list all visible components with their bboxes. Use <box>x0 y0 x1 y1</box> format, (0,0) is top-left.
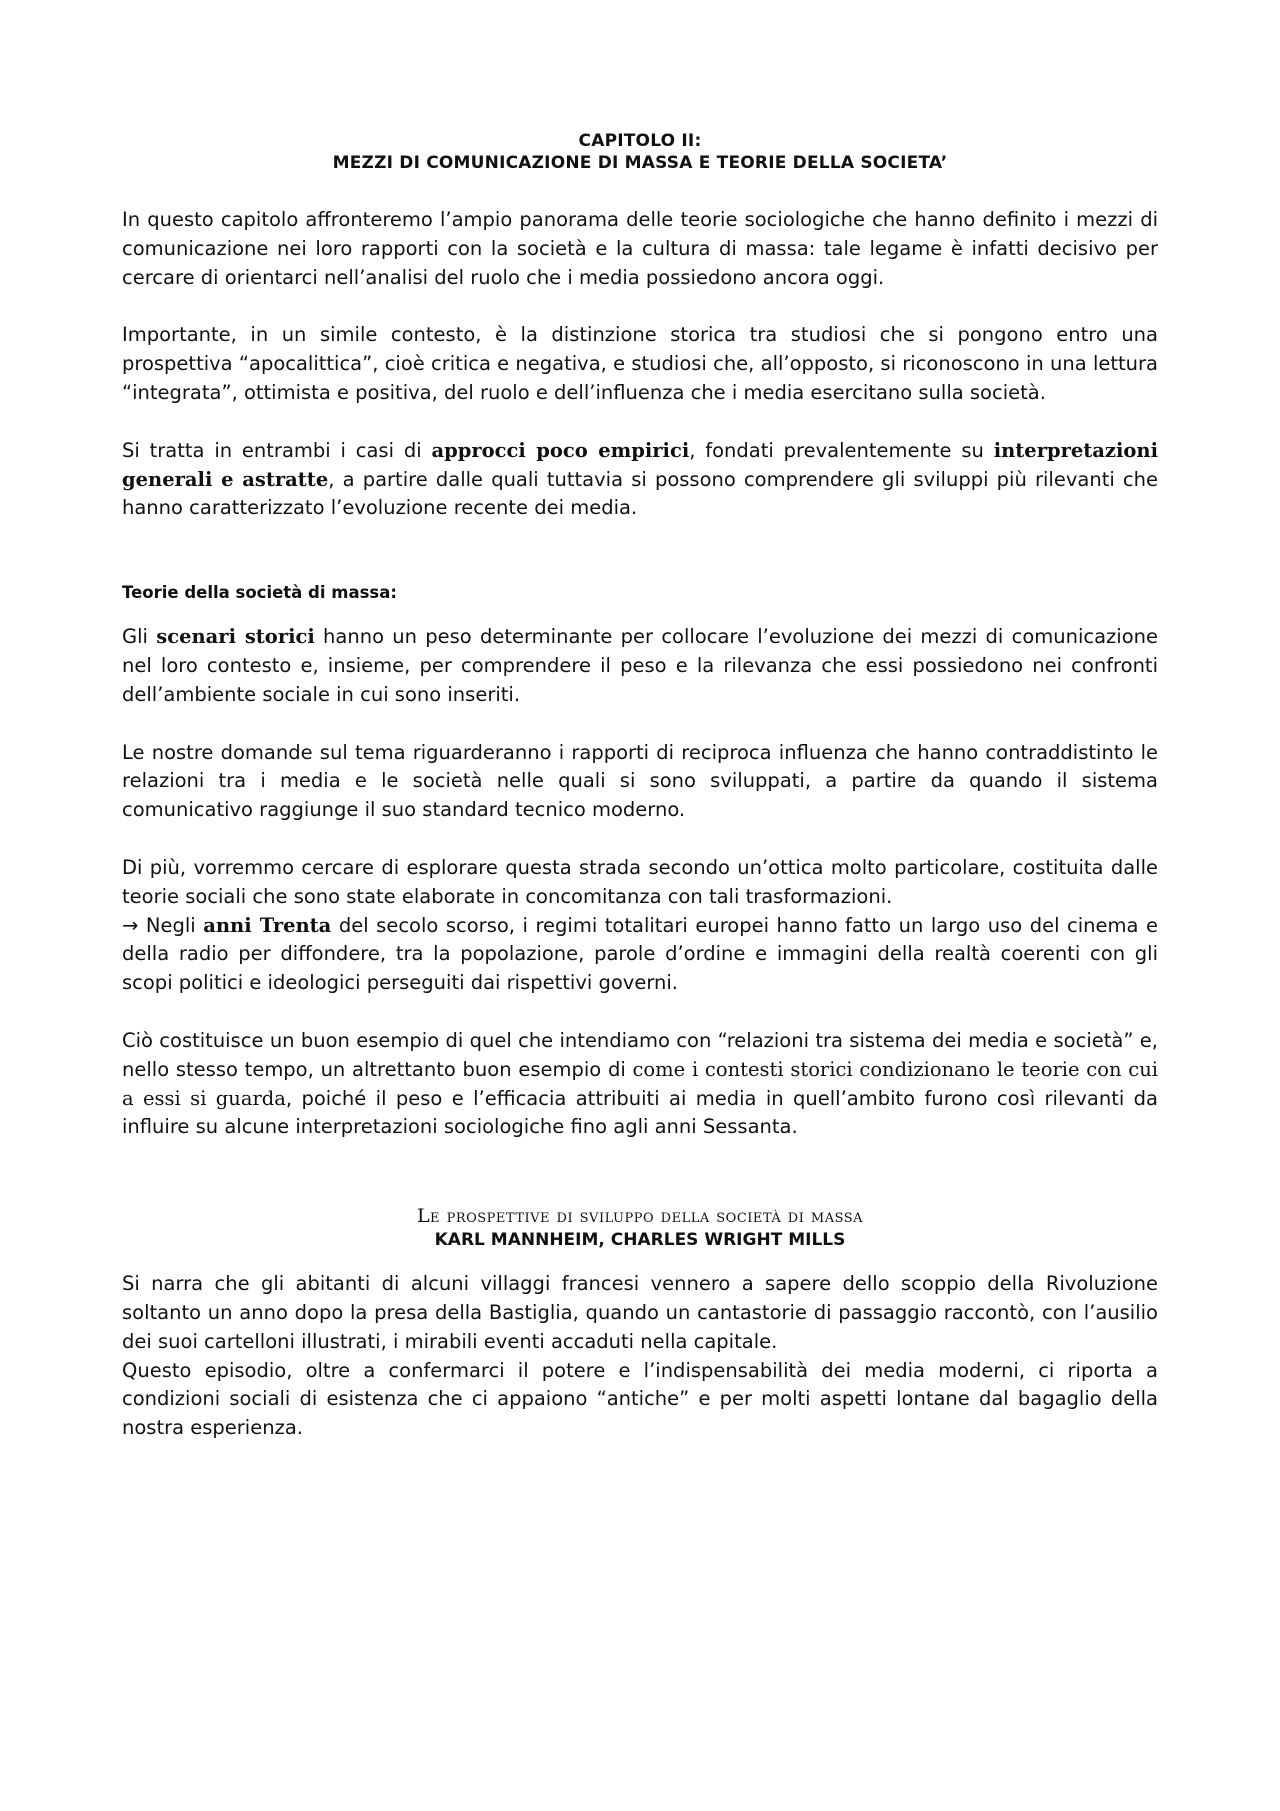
section1-paragraph-4 <box>122 912 1158 998</box>
section1-paragraph-2: Le nostre domande sul tema riguarderanno i rapporti di reciproca influenza che hanno contraddistinto le relazioni tra i media e le società nelle quali si sono sviluppati, a partire da quando il sistema comunicativo raggiunge il suo standard tecnico moderno. <box>122 740 1158 822</box>
s1-p1-text-a: Gli <box>122 625 157 649</box>
section1-paragraph-5 <box>122 1027 1158 1142</box>
intro-paragraph-1: In questo capitolo affronteremo l’ampio panorama delle teorie sociologiche che hanno definito i mezzi di comunicazione nei loro rapporti con la società e la cultura di massa: tale legame è infatti decisivo per cercare di orientarci nell’analisi del ruolo che i media possiedono ancora oggi. <box>122 208 1158 289</box>
chapter-subtitle: MEZZI DI COMUNICAZIONE DI MASSA E TEORIE DELLA SOCIETA’ <box>332 153 948 173</box>
intro-p3-text-b: , fondati prevalentemente su <box>689 438 994 462</box>
subsection-title: Le prospettive di sviluppo della società di massa <box>416 1205 864 1228</box>
s1-p4-text-b: del secolo scorso, i regimi totalitari europei hanno fatto un largo uso del cinema e della radio per diffondere, tra la popolazione, parole d’ordine e immagini della realtà coerenti con gli scopi politici e ideologici perseguiti dai rispettivi governi. <box>122 913 1159 995</box>
subsection-title-block <box>122 1204 1158 1252</box>
document-page <box>122 130 1158 1472</box>
chapter-title <box>122 130 1158 174</box>
s1-p4-text-a: → Negli <box>122 913 204 937</box>
s1-p1-bold: scenari storici <box>156 625 315 649</box>
intro-paragraph-3 <box>122 437 1158 523</box>
intro-p3-text-c: , a partire dalle quali tuttavia si possono comprendere gli sviluppi più rilevanti che hanno caratterizzato l’evoluzione recente dei media. <box>122 467 1158 520</box>
s1-p5-text-a: Ciò costituisce un buon esempio di quel che intendiamo con “relazioni tra sistema dei media e società” e, nello stesso tempo, un altrettanto buon esempio di <box>122 1028 1158 1081</box>
intro-p3-text-a: Si tratta in entrambi i casi di <box>122 438 432 462</box>
section-heading-mass-society: Teorie della società di massa: <box>122 583 397 603</box>
intro-paragraph-2: Importante, in un simile contesto, è la distinzione storica tra studiosi che si pongono entro una prospettiva “apocalittica”, cioè critica e negativa, e studiosi che, all’opposto, si riconoscono in una lettura “integrata”, ottimista e positiva, del ruolo e dell’influenza che i media esercitano sulla società. <box>122 323 1158 404</box>
s1-p1-text-b: hanno un peso determinante per collocare l’evoluzione dei mezzi di comunicazione nel loro contesto e, insieme, per comprendere il peso e la rilevanza che essi possiedono nei confronti dell’ambiente sociale in cui sono inseriti. <box>122 625 1158 706</box>
s1-p5-serif: come i contesti storici condizionano le teorie con cui a essi si guarda <box>122 1057 1158 1110</box>
s1-p5-text-b: , poiché il peso e l’efficacia attribuiti ai media in quell’ambito furono così rilevanti da influire su alcune interpretazioni sociologiche fino agli anni Sessanta. <box>122 1086 1158 1139</box>
section1-paragraph-1 <box>122 623 1158 709</box>
chapter-number: CAPITOLO II: <box>578 131 702 151</box>
s1-p4-bold: anni Trenta <box>203 913 332 937</box>
intro-p3-bold-1: approcci poco empirici <box>431 438 690 462</box>
section2-paragraph-2: Questo episodio, oltre a confermarci il potere e l’indispensabilità dei media moderni, ci riporta a condizioni sociali di esistenza che ci appaiono “antiche” e per molti aspetti lontane dal bagaglio della nostra esperienza. <box>122 1358 1158 1440</box>
section2-paragraph-1: Si narra che gli abitanti di alcuni villaggi francesi vennero a sapere dello scoppio della Rivoluzione soltanto un anno dopo la presa della Bastiglia, quando un cantastorie di passaggio raccontò, con l’ausilio dei suoi cartelloni illustrati, i mirabili eventi accaduti nella capitale. <box>122 1272 1158 1353</box>
subsection-authors: KARL MANNHEIM, CHARLES WRIGHT MILLS <box>434 1230 846 1251</box>
section1-paragraph-3: Di più, vorremmo cercare di esplorare questa strada secondo un’ottica molto particolare, costituita dalle teorie sociali che sono state elaborate in concomitanza con tali trasformazioni. <box>122 855 1158 908</box>
intro-p3-bold-2: interpretazioni generali e astratte <box>122 438 1159 491</box>
